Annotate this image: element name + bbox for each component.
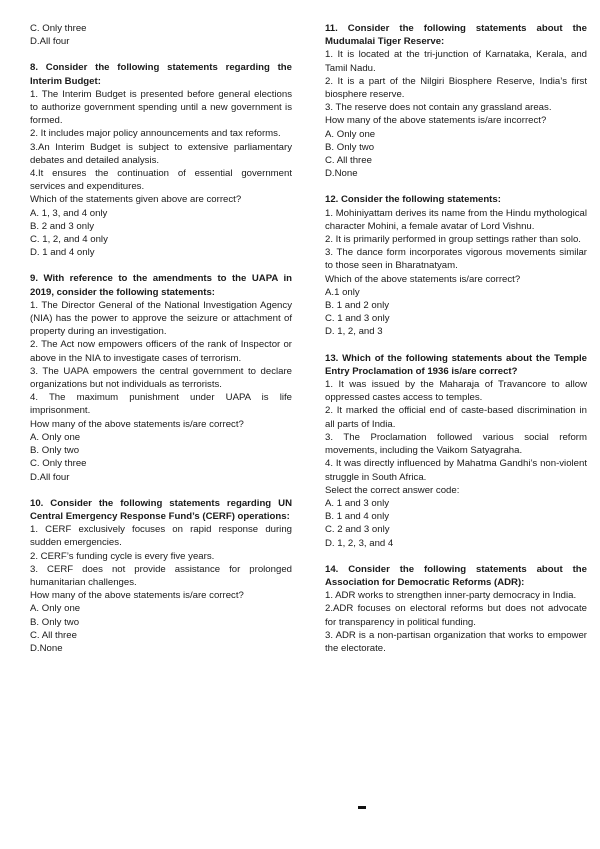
answer-option: A. 1 and 3 only [325, 497, 390, 509]
statement-line: 2. It marked the official end of caste-based discrimination in all parts of India. [325, 405, 587, 430]
statement-line: 2. CERF’s funding cycle is every five years. [30, 550, 215, 562]
answer-option: A. Only one [30, 603, 81, 615]
statement-line: 4. It was directly influenced by Mahatma Gandhi’s non-violent struggle in South Africa. [325, 458, 587, 483]
question-title: 14. Consider the following statements about the Association for Democratic Reforms (ADR): [325, 563, 587, 588]
statement-line: Which of the statements given above are correct? [30, 194, 242, 206]
statement-line: 1. The Director General of the National Investigation Agency (NIA) has the power to approve the seizure or attachment of property during an investigation. [30, 299, 292, 338]
statement-line: 2. It is primarily performed in group settings rather than solo. [325, 234, 581, 246]
statement-line: 3.An Interim Budget is subject to extensive parliamentary debates and detailed analysis. [30, 141, 292, 166]
statement-line: Select the correct answer code: [325, 484, 460, 496]
answer-option: A.1 only [325, 286, 360, 298]
statement-line: Which of the above statements is/are correct? [325, 273, 521, 285]
answer-option: A. 1, 3, and 4 only [30, 207, 108, 219]
question-title: 9. With reference to the amendments to the UAPA in 2019, consider the following statements: [30, 273, 292, 298]
statement-line: 3. The UAPA empowers the central government to declare organizations but not individuals as terrorists. [30, 365, 292, 391]
question-8 [30, 61, 292, 259]
statement-line: How many of the above statements is/are incorrect? [325, 115, 547, 127]
previous-question-fragment [30, 22, 292, 48]
answer-option: C. All three [30, 629, 77, 641]
answer-option: D.All four [30, 471, 70, 483]
answer-option: B. Only two [30, 616, 80, 628]
statement-line: 2. The Act now empowers officers of the rank of Inspector or above in the NIA to investigate cases of terrorism. [30, 339, 292, 364]
question-12 [325, 193, 587, 338]
statement-line: How many of the above statements is/are correct? [30, 590, 244, 602]
question-title: 8. Consider the following statements regarding the Interim Budget: [30, 62, 292, 87]
answer-option: C. All three [325, 155, 372, 167]
answer-option: D. 1, 2, and 3 [325, 326, 383, 338]
answer-option: A. Only one [325, 128, 376, 140]
statement-line: 3. ADR is a non-partisan organization that works to empower the electorate. [325, 629, 587, 654]
question-11 [325, 22, 587, 180]
statement-line: 1. CERF exclusively focuses on rapid response during sudden emergencies. [30, 524, 292, 549]
answer-option: D. 1 and 4 only [30, 247, 95, 259]
statement-line: 2.ADR focuses on electoral reforms but does not advocate for transparency in political funding. [325, 603, 587, 628]
question-title: 12. Consider the following statements: [325, 194, 501, 206]
answer-option: C. 1 and 3 only [325, 313, 390, 325]
answer-option: C. Only three [30, 458, 87, 470]
answer-option: B. Only two [325, 141, 375, 153]
statement-line: 4.It ensures the continuation of essential government services and expenditures. [30, 168, 292, 193]
statement-line: 2. It is a part of the Nilgiri Biosphere Reserve, India’s first biosphere reserve. [325, 75, 587, 101]
question-title: 13. Which of the following statements about the Temple Entry Proclamation of 1936 is/are correct? [325, 352, 587, 377]
statement-line: 3. CERF does not provide assistance for prolonged humanitarian challenges. [30, 563, 292, 588]
question-13 [325, 352, 587, 550]
statement-line: How many of the above statements is/are correct? [30, 418, 244, 430]
answer-option: B. 2 and 3 only [30, 220, 95, 232]
answer-option: B. 1 and 2 only [325, 300, 390, 312]
question-14 [325, 563, 587, 655]
statement-line: 1. It was issued by the Maharaja of Travancore to allow oppressed castes access to temples. [325, 379, 587, 404]
option: C. Only three [30, 23, 87, 34]
question-10 [30, 497, 292, 655]
answer-option: A. Only one [30, 431, 81, 443]
answer-option: C. 2 and 3 only [325, 524, 390, 536]
statement-line: 1. It is located at the tri-junction of Karnataka, Kerala, and Tamil Nadu. [325, 49, 587, 74]
statement-line: 1. The Interim Budget is presented before general elections to authorize government spending until a new government is formed. [30, 88, 292, 127]
answer-option: C. 1, 2, and 4 only [30, 234, 108, 246]
right-column [325, 22, 587, 668]
answer-option: D.None [30, 642, 63, 654]
left-column [30, 22, 292, 668]
statement-line: 4. The maximum punishment under UAPA is life imprisonment. [30, 392, 292, 417]
statement-line: 1. Mohiniyattam derives its name from the Hindu mythological character Mohini, a female avatar of Lord Vishnu. [325, 207, 587, 232]
answer-option: B. 1 and 4 only [325, 511, 390, 523]
answer-option: D.None [325, 168, 358, 180]
statement-line: 3. The Proclamation followed various social reform movements, including the Vaikom Satyagraha. [325, 431, 587, 457]
question-title: 10. Consider the following statements regarding UN Central Emergency Response Fund’s (CERF) operations: [30, 497, 292, 522]
statement-line: 1. ADR works to strengthen inner-party democracy in India. [325, 590, 577, 602]
statement-line: 3. The reserve does not contain any grassland areas. [325, 102, 552, 114]
answer-option: B. Only two [30, 445, 80, 457]
page-mark [358, 806, 366, 809]
answer-option: D. 1, 2, 3, and 4 [325, 537, 394, 549]
option: D.All four [30, 36, 70, 48]
statement-line: 3. The dance form incorporates vigorous movements similar to those seen in Bharatnatyam. [325, 247, 587, 272]
question-title: 11. Consider the following statements about the Mudumalai Tiger Reserve: [325, 23, 587, 48]
statement-line: 2. It includes major policy announcements and tax reforms. [30, 128, 281, 140]
question-9 [30, 272, 292, 483]
